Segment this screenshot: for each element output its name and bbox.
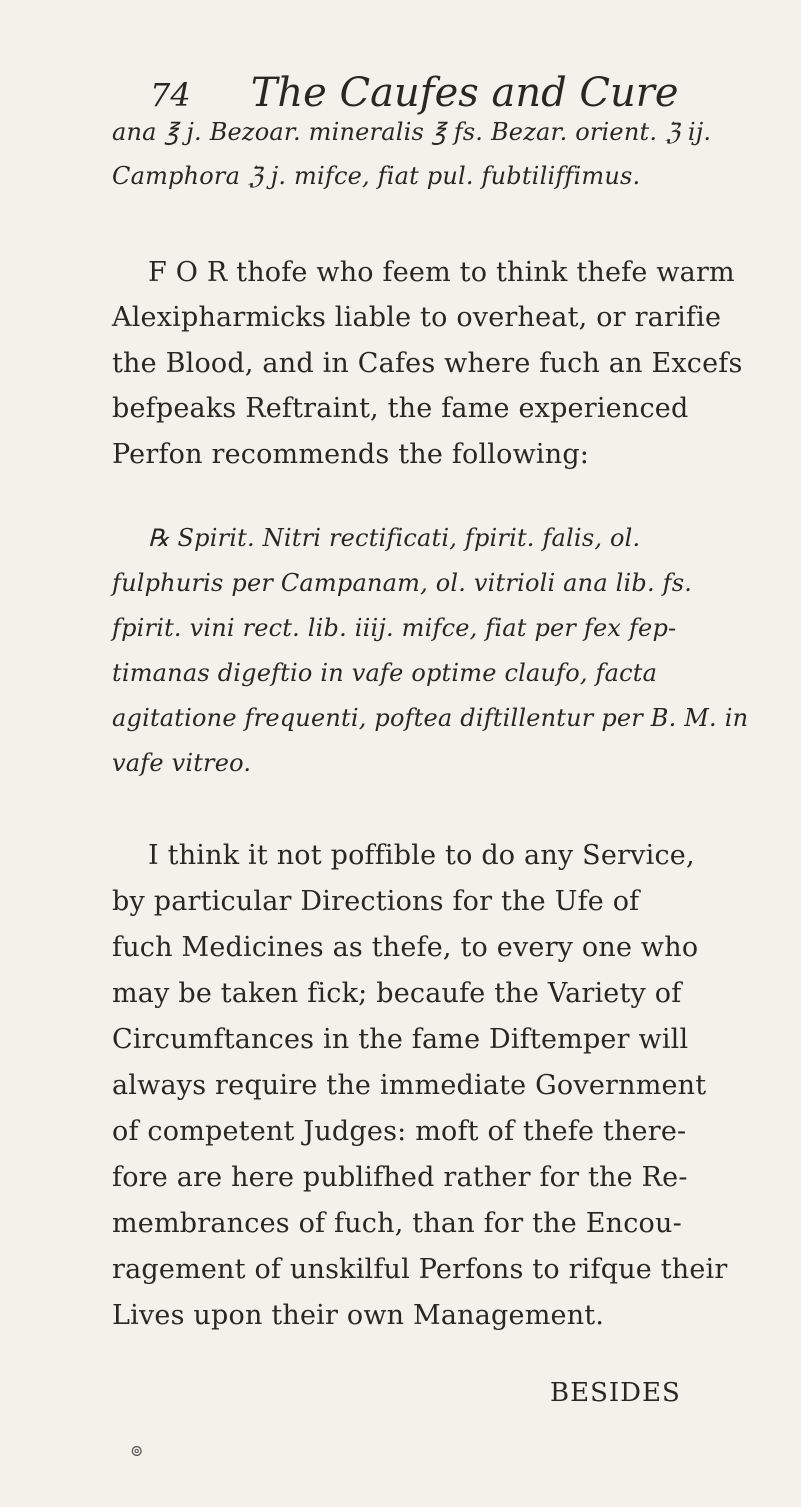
paragraph-line: ragement of unskilful Perfons to rifque their: [112, 1254, 728, 1285]
paragraph-line: Perfon recommends the following:: [112, 439, 590, 470]
recipe-line: ℞ Spirit. Nitri rectificati, fpirit. falis, ol.: [148, 524, 641, 552]
paragraph-line: membrances of fuch, than for the Encou-: [112, 1208, 682, 1239]
recipe-line: agitatione frequenti, poftea diftillentur per B. M. in: [112, 704, 749, 732]
paragraph-line: by particular Directions for the Ufe of: [112, 886, 640, 917]
recipe-line: vafe vitreo.: [112, 749, 252, 777]
paragraph-line: Alexipharmicks liable to overheat, or rarifie: [112, 302, 722, 333]
paragraph-line: I think it not poffible to do any Service,: [148, 840, 695, 871]
running-title: The Caufes and Cure: [250, 70, 679, 116]
recipe-line: ana ℥ j. Bezoar. mineralis ℥ fs. Bezar. orient. ℨ ij.: [112, 118, 712, 146]
catchword: BESIDES: [550, 1378, 681, 1408]
recipe-line: fpirit. vini rect. lib. iiij. mifce, fiat per fex fep-: [112, 614, 677, 642]
paragraph-line: the Blood, and in Cafes where fuch an Excefs: [112, 348, 743, 379]
paragraph-line: fuch Medicines as thefe, to every one who: [112, 932, 699, 963]
paragraph-line: befpeaks Reftraint, the fame experienced: [112, 393, 689, 424]
recipe-line: Camphora ℨ j. mifce, fiat pul. fubtiliffimus.: [112, 162, 641, 190]
printer-ornament: ⊚: [130, 1441, 144, 1460]
recipe-line: timanas digeftio in vafe optime claufo, facta: [112, 659, 658, 687]
running-header: [150, 70, 710, 116]
paragraph-line: fore are here publifhed rather for the Re-: [112, 1162, 688, 1193]
paragraph-line: F O R thofe who feem to think thefe warm: [148, 257, 735, 288]
paragraph-line: may be taken fick; becaufe the Variety of: [112, 978, 682, 1009]
paragraph-line: of competent Judges: moft of thefe there-: [112, 1116, 687, 1147]
paragraph-line: Lives upon their own Management.: [112, 1300, 605, 1331]
recipe-line: fulphuris per Campanam, ol. vitrioli ana lib. fs.: [112, 569, 693, 597]
paragraph-line: Circumftances in the fame Diftemper will: [112, 1024, 689, 1055]
page-number: 74: [150, 76, 191, 114]
paragraph-line: always require the immediate Government: [112, 1070, 707, 1101]
